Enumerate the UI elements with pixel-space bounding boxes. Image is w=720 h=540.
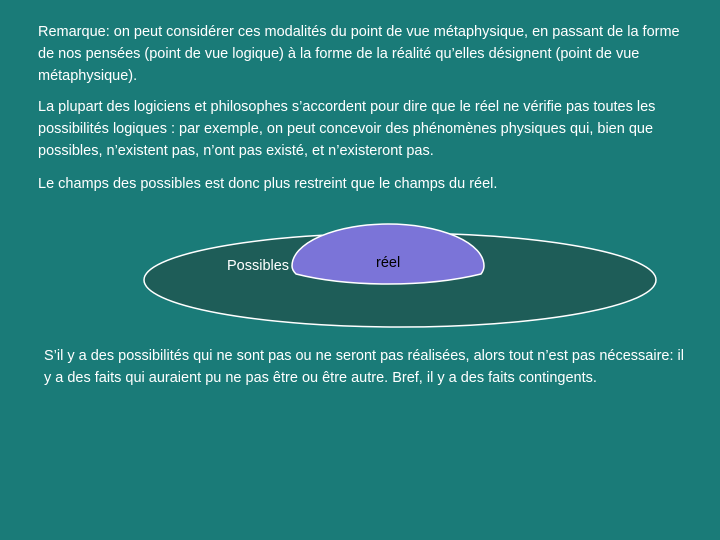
reel-shape	[292, 224, 484, 284]
possibles-label: Possibles	[227, 258, 290, 274]
fields-paragraph: Le champs des possibles est donc plus restreint que le champs du réel.	[38, 176, 498, 192]
logicians-paragraph: La plupart des logiciens et philosophes s’accordent pour dire que le réel ne vérifie pas toutes les possibilités logiques : par exemple, on peut concevoir des phénomènes physiques qui, bien que possibles, n’existent pas, n’ont pas existé, et n’existeront pas.	[38, 99, 656, 159]
conclusion-paragraph: S’il y a des possibilités qui ne sont pas ou ne seront pas réalisées, alors tout n’est pas nécessaire: il y a des faits qui auraient pu ne pas être ou être autre. Bref, il y a des faits contingents.	[44, 348, 684, 386]
reel-label: réel	[376, 255, 401, 271]
remark-paragraph: Remarque: on peut considérer ces modalités du point de vue métaphysique, en passant de la forme de nos pensées (point de vue logique) à la forme de la réalité qu’elles désignent (point de vue métaphysique).	[38, 24, 680, 84]
